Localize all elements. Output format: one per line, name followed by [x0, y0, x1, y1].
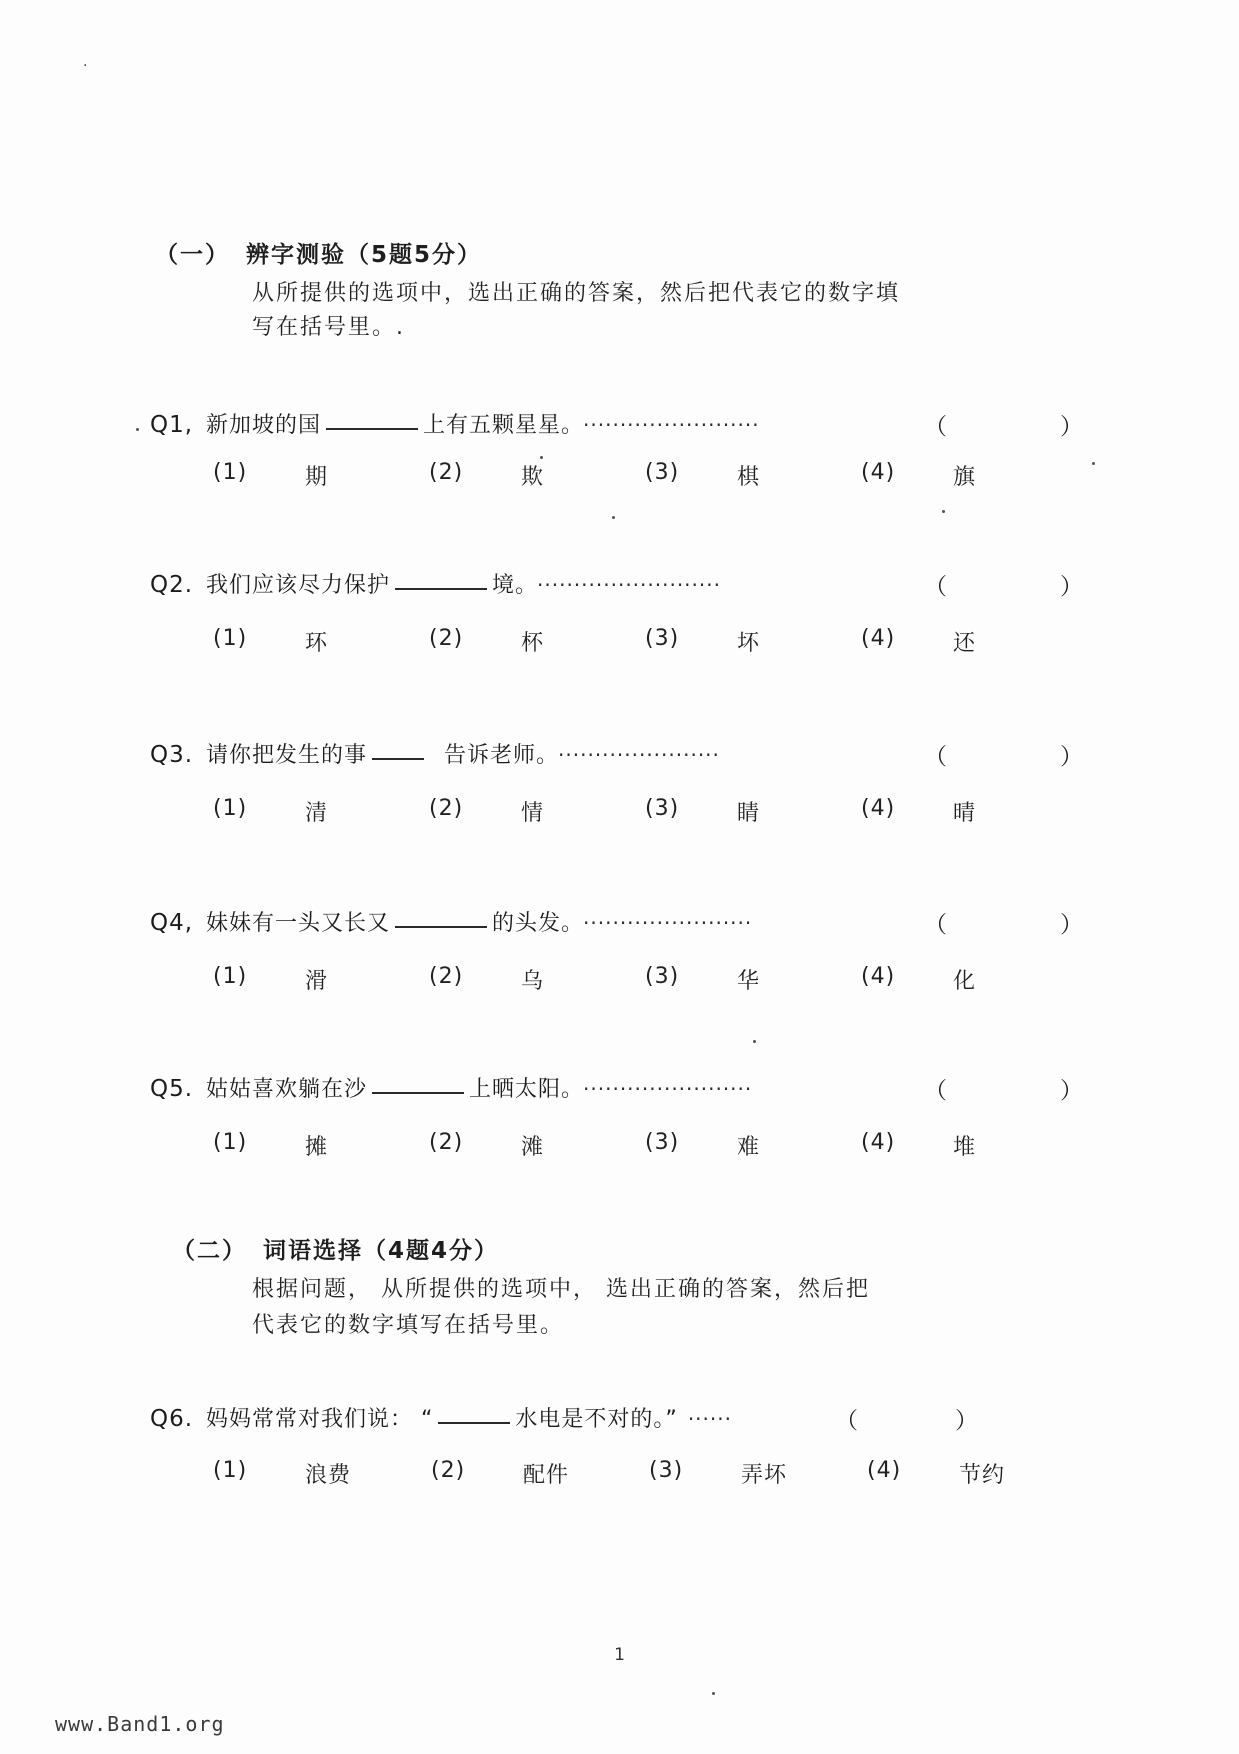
option-number: (3) [645, 1130, 680, 1155]
option-text: 堆 [953, 1135, 977, 1160]
answer-brackets [924, 568, 1084, 601]
option-number: (4) [861, 964, 896, 989]
option-text: 滑 [305, 969, 329, 994]
option [861, 460, 1077, 491]
options-row-q3 [213, 796, 1077, 827]
options-row-q2 [213, 626, 1077, 657]
question-row-q4 [150, 906, 1179, 940]
scan-speck [1092, 462, 1095, 465]
page-number: 1 [614, 1645, 625, 1665]
option [429, 964, 645, 995]
option [861, 964, 1077, 995]
option-number: (4) [867, 1458, 902, 1483]
section-one-heading [155, 236, 482, 269]
question-post: 境。 [492, 573, 528, 598]
options-row-q5 [213, 1130, 1077, 1161]
bracket-open: （ [835, 1408, 859, 1434]
option-text: 配件 [523, 1463, 570, 1488]
scan-speck [942, 510, 945, 513]
option [213, 1458, 431, 1489]
option [429, 796, 645, 827]
option-text: 浪费 [305, 1463, 352, 1488]
section-two-instruction-line1: 根据问题， 从所提供的选项中， 选出正确的答案，然后把 [252, 1277, 870, 1302]
option-text: 华 [737, 969, 761, 994]
question-post: 告诉老师。 [444, 743, 549, 768]
option [861, 796, 1077, 827]
answer-blank [372, 1087, 464, 1094]
option-text: 棋 [737, 465, 761, 490]
question-post: 上晒太阳。 [469, 1077, 574, 1102]
section-one-label: （一） [155, 242, 230, 268]
bracket-open: （ [924, 744, 948, 770]
option-text: 弄坏 [741, 1463, 788, 1488]
option-text: 旗 [953, 465, 977, 490]
section-two-label: （二） [172, 1238, 247, 1264]
answer-blank [326, 423, 418, 430]
option-number: (2) [429, 626, 464, 651]
section-one-title: 辨字测验（5题5分） [246, 242, 483, 268]
scan-speck [136, 428, 139, 431]
section-two-instruction-line2: 代表它的数字填写在括号里。 [252, 1313, 565, 1338]
option-text: 期 [305, 465, 329, 490]
option-text: 杯 [521, 631, 545, 656]
option-number: (4) [861, 626, 896, 651]
option-number: (2) [429, 796, 464, 821]
option-number: (4) [861, 460, 896, 485]
bracket-close: ） [1060, 912, 1084, 938]
option [213, 626, 429, 657]
question-number: Q6. [150, 1406, 194, 1432]
section-one-instruction-line2: 写在括号里。. [252, 315, 405, 340]
option [213, 964, 429, 995]
option-number: (3) [645, 626, 680, 651]
option [429, 626, 645, 657]
scan-speck [712, 1692, 715, 1695]
option-text: 欺 [521, 465, 545, 490]
option [429, 1130, 645, 1161]
option-number: (3) [649, 1458, 684, 1483]
option-text: 化 [953, 969, 977, 994]
question-row-q1 [150, 408, 1179, 442]
option [431, 1458, 649, 1489]
option-text: 摊 [305, 1135, 329, 1160]
option-text: 清 [305, 801, 329, 826]
bracket-close: ） [1060, 1078, 1084, 1104]
answer-brackets [924, 738, 1084, 771]
answer-brackets [924, 408, 1084, 441]
option [649, 1458, 867, 1489]
option-number: (2) [429, 964, 464, 989]
option-number: (1) [213, 796, 248, 821]
option-number: (3) [645, 460, 680, 485]
question-pre: 妈妈常常对我们说： “ [206, 1407, 434, 1432]
bracket-close: ） [1060, 414, 1084, 440]
option-number: (1) [213, 964, 248, 989]
option-number: (1) [213, 1130, 248, 1155]
option-number: (4) [861, 796, 896, 821]
option-text: 环 [305, 631, 329, 656]
option-number: (4) [861, 1130, 896, 1155]
option [867, 1458, 1085, 1489]
scan-speck [540, 456, 543, 459]
question-pre: 我们应该尽力保护 [206, 573, 391, 598]
section-two-heading [172, 1232, 499, 1265]
answer-brackets [924, 1072, 1084, 1105]
question-row-q6 [150, 1402, 1179, 1436]
answer-brackets [835, 1402, 979, 1435]
options-row-q1 [213, 460, 1077, 491]
answer-blank [372, 753, 424, 760]
option [213, 1130, 429, 1161]
option [861, 1130, 1077, 1161]
option-text: 睛 [737, 801, 761, 826]
bracket-open: （ [924, 414, 948, 440]
section-two-title: 词语选择（4题4分） [263, 1238, 500, 1264]
dotted-leader: ······················ [558, 743, 720, 767]
option [429, 460, 645, 491]
option-text: 坏 [737, 631, 761, 656]
scan-speck [612, 516, 615, 519]
option [645, 964, 861, 995]
option-number: (1) [213, 626, 248, 651]
question-number: Q3. [150, 742, 194, 768]
bracket-close: ） [1060, 574, 1084, 600]
question-number: Q2. [150, 572, 194, 598]
answer-blank [438, 1417, 510, 1424]
scan-speck [753, 1040, 756, 1043]
answer-brackets [924, 906, 1084, 939]
option [645, 796, 861, 827]
question-post: 的头发。 [492, 911, 574, 936]
question-post: 水电是不对的。” [515, 1407, 678, 1432]
option-number: (1) [213, 460, 248, 485]
option-text: 难 [737, 1135, 761, 1160]
dotted-leader: ······················· [583, 1077, 753, 1101]
option-text: 节约 [959, 1463, 1006, 1488]
options-row-q6 [213, 1458, 1085, 1489]
option [861, 626, 1077, 657]
question-row-q3 [150, 738, 1179, 772]
bracket-open: （ [924, 1078, 948, 1104]
bracket-open: （ [924, 574, 948, 600]
option-text: 滩 [521, 1135, 545, 1160]
option [645, 460, 861, 491]
question-pre: 妹妹有一头又长又 [206, 911, 391, 936]
bracket-close: ） [1060, 744, 1084, 770]
question-number: Q5. [150, 1076, 194, 1102]
option [645, 626, 861, 657]
option-text: 还 [953, 631, 977, 656]
section-one-instruction-line1: 从所提供的选项中，选出正确的答案，然后把代表它的数字填 [252, 281, 901, 306]
option-text: 晴 [953, 801, 977, 826]
question-row-q5 [150, 1072, 1179, 1106]
option-number: (3) [645, 796, 680, 821]
option-text: 情 [521, 801, 545, 826]
dotted-leader: ······················· [583, 911, 753, 935]
option-number: (2) [429, 460, 464, 485]
option [213, 796, 429, 827]
question-pre: 新加坡的国 [206, 413, 322, 438]
question-row-q2 [150, 568, 1179, 602]
question-number: Q1, [150, 412, 194, 438]
option-number: (3) [645, 964, 680, 989]
option-number: (2) [431, 1458, 466, 1483]
watermark: www.Band1.org [55, 1712, 225, 1736]
dotted-leader: ······ [687, 1407, 732, 1431]
option [213, 460, 429, 491]
option [645, 1130, 861, 1161]
option-text: 乌 [521, 969, 545, 994]
bracket-close: ） [955, 1408, 979, 1434]
dotted-leader: ························ [583, 413, 760, 437]
question-pre: 请你把发生的事 [206, 743, 368, 768]
option-number: (2) [429, 1130, 464, 1155]
question-pre: 姑姑喜欢躺在沙 [206, 1077, 368, 1102]
answer-blank [395, 921, 487, 928]
question-number: Q4, [150, 910, 194, 936]
option-number: (1) [213, 1458, 248, 1483]
question-post: 上有五颗星星。 [423, 413, 574, 438]
dotted-leader: ························· [537, 573, 721, 597]
options-row-q4 [213, 964, 1077, 995]
scan-speck: · [83, 58, 88, 74]
bracket-open: （ [924, 912, 948, 938]
answer-blank [395, 583, 487, 590]
